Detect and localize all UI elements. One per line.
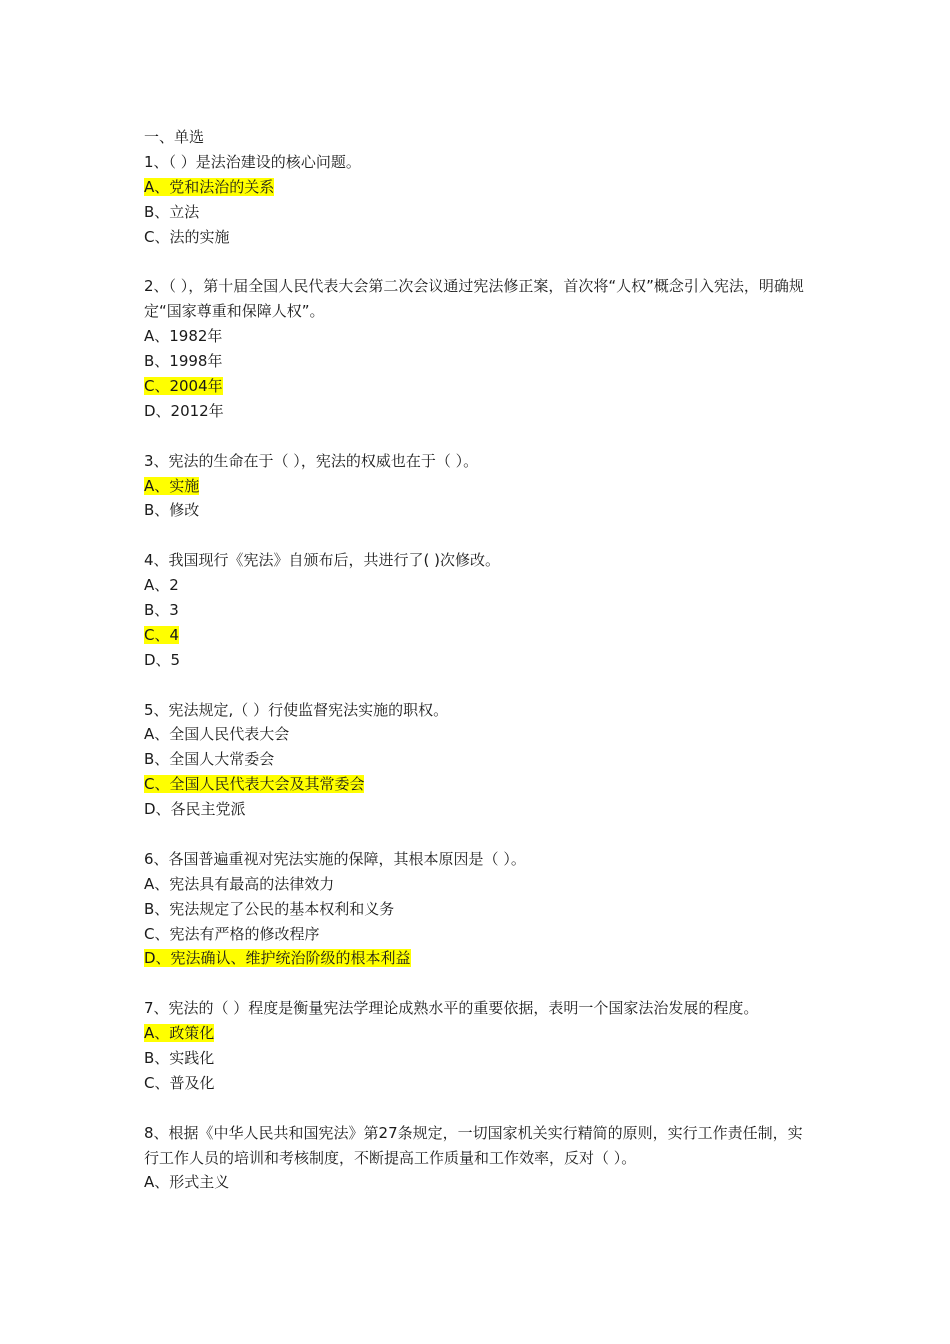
option-answer — [144, 772, 808, 797]
spacer — [144, 673, 808, 698]
option: D、5 — [144, 650, 181, 669]
question-stem: 2、（ ），第十届全国人民代表大会第二次会议通过宪法修正案，首次将“人权”概念引入宪法，明确规定“国家尊重和保障人权”。 — [144, 277, 804, 321]
section-title: 一、单选 — [144, 128, 205, 146]
option-answer — [144, 474, 808, 499]
option-answer — [144, 946, 808, 971]
option: B、宪法规定了公民的基本权利和义务 — [144, 899, 395, 918]
option-text: A、政策化 — [144, 1024, 215, 1043]
option-text: D、宪法确认、维护统治阶级的根本利益 — [144, 949, 411, 968]
question-stem: 7、宪法的（ ）程度是衡量宪法学理论成熟水平的重要依据，表明一个国家法治发展的程度。 — [144, 999, 759, 1018]
option: B、实践化 — [144, 1049, 215, 1067]
spacer — [144, 523, 808, 548]
question-stem: 4、我国现行《宪法》自颁布后，共进行了( )次修改。 — [144, 551, 501, 570]
option: B、1998年 — [144, 352, 223, 371]
document-content — [144, 125, 808, 1195]
option: C、宪法有严格的修改程序 — [144, 924, 320, 943]
option-answer — [144, 374, 808, 399]
question-stem: 6、各国普遍重视对宪法实施的保障，其根本原因是（ ）。 — [144, 849, 526, 868]
question-stem: 3、宪法的生命在于（ ），宪法的权威也在于（ ）。 — [144, 451, 479, 470]
option: A、形式主义 — [144, 1173, 230, 1192]
option: B、3 — [144, 600, 179, 619]
option: C、普及化 — [144, 1073, 215, 1092]
option: A、2 — [144, 576, 179, 595]
spacer — [144, 1096, 808, 1121]
question-stem: 8、根据《中华人民共和国宪法》第27条规定，一切国家机关实行精简的原则，实行工作责任制，实行工作人员的培训和考核制度，不断提高工作质量和工作效率，反对（ ）。 — [144, 1123, 803, 1167]
spacer — [144, 822, 808, 847]
option-answer — [144, 1021, 808, 1046]
option-answer — [144, 175, 808, 200]
option: D、2012年 — [144, 401, 224, 420]
option-text: C、全国人民代表大会及其常委会 — [144, 775, 365, 794]
spacer — [144, 971, 808, 996]
option: A、1982年 — [144, 327, 223, 346]
spacer — [144, 249, 808, 274]
option-answer — [144, 623, 808, 648]
option-text: C、2004年 — [144, 376, 223, 395]
option: B、修改 — [144, 501, 200, 520]
option: A、宪法具有最高的法律效力 — [144, 874, 335, 893]
option: C、法的实施 — [144, 227, 230, 246]
option-text: A、党和法治的关系 — [144, 177, 275, 196]
question-stem: 5、宪法规定,（ ）行使监督宪法实施的职权。 — [144, 700, 449, 719]
option-text: A、实施 — [144, 476, 200, 495]
option: B、全国人大常委会 — [144, 750, 275, 769]
option-text: C、4 — [144, 625, 180, 644]
question-stem: 1、（ ）是法治建设的核心问题。 — [144, 152, 361, 171]
spacer — [144, 424, 808, 449]
option: A、全国人民代表大会 — [144, 725, 290, 744]
option: D、各民主党派 — [144, 800, 246, 819]
option: B、立法 — [144, 202, 200, 221]
